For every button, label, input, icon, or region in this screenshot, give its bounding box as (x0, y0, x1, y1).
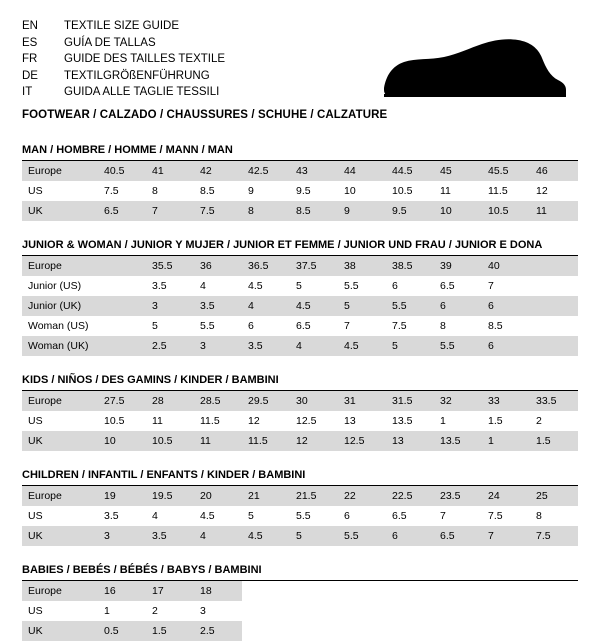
cell: 29.5 (242, 391, 290, 411)
cell: 6.5 (98, 201, 146, 221)
cell: 24 (482, 486, 530, 506)
cell: 10.5 (146, 431, 194, 451)
row-label: US (22, 601, 98, 621)
section-children (22, 469, 578, 546)
cell: 3.5 (242, 336, 290, 356)
cell: 6.5 (434, 276, 482, 296)
cell: 4.5 (242, 526, 290, 546)
cell: 10 (98, 431, 146, 451)
cell: 6 (482, 296, 530, 316)
row-label: UK (22, 201, 98, 221)
cell: 1 (98, 601, 146, 621)
cell (530, 336, 578, 356)
cell: 6 (482, 336, 530, 356)
cell (338, 621, 386, 641)
cell (530, 581, 578, 601)
cell: 7 (434, 506, 482, 526)
cell: 4 (146, 506, 194, 526)
cell: 6 (386, 276, 434, 296)
cell: 7 (146, 201, 194, 221)
cell: 1 (434, 411, 482, 431)
cell: 19 (98, 486, 146, 506)
cell: 22.5 (386, 486, 434, 506)
cell: 7 (338, 316, 386, 336)
cell: 35.5 (146, 256, 194, 276)
cell: 5 (242, 506, 290, 526)
cell: 27.5 (98, 391, 146, 411)
cell: 43 (290, 161, 338, 181)
cell: 1.5 (482, 411, 530, 431)
cell: 36 (194, 256, 242, 276)
row-label: UK (22, 621, 98, 641)
section-title: JUNIOR & WOMAN / JUNIOR Y MUJER / JUNIOR ET FEMME / JUNIOR UND FRAU / JUNIOR E DONA (22, 239, 578, 256)
table-row (22, 391, 578, 411)
table-row (22, 526, 578, 546)
cell: 30 (290, 391, 338, 411)
row-label: Woman (UK) (22, 336, 98, 356)
language-row (22, 51, 225, 68)
cell (482, 581, 530, 601)
cell: 5 (290, 276, 338, 296)
cell: 10.5 (482, 201, 530, 221)
cell: 5 (146, 316, 194, 336)
language-title: GUIDE DES TAILLES TEXTILE (64, 53, 226, 65)
language-code: ES (22, 36, 38, 49)
row-label: Europe (22, 486, 98, 506)
cell (290, 601, 338, 621)
cell: 2.5 (146, 336, 194, 356)
cell: 21.5 (290, 486, 338, 506)
cell: 7 (482, 276, 530, 296)
cell: 6 (386, 526, 434, 546)
cell: 7.5 (530, 526, 578, 546)
cell: 4 (194, 526, 242, 546)
cell: 5.5 (194, 316, 242, 336)
table-row (22, 276, 578, 296)
table-row (22, 256, 578, 276)
dress-shoe-silhouette-icon (378, 36, 568, 106)
cell: 8 (434, 316, 482, 336)
language-title-list (22, 18, 225, 101)
cell (98, 276, 146, 296)
cell: 11.5 (242, 431, 290, 451)
category-line: FOOTWEAR / CALZADO / CHAUSSURES / SCHUHE / CALZATURE (22, 108, 388, 121)
cell: 44.5 (386, 161, 434, 181)
cell: 9 (338, 201, 386, 221)
language-code: FR (22, 53, 38, 65)
cell: 22 (338, 486, 386, 506)
section-title: MAN / HOMBRE / HOMME / MANN / MAN (22, 144, 578, 161)
cell: 9 (242, 181, 290, 201)
table-row (22, 201, 578, 221)
cell (530, 276, 578, 296)
cell (98, 316, 146, 336)
table-row (22, 296, 578, 316)
cell: 45 (434, 161, 482, 181)
cell: 4 (242, 296, 290, 316)
language-title: GUIDA ALLE TAGLIE TESSILI (64, 86, 220, 98)
cell (242, 601, 290, 621)
cell: 40.5 (98, 161, 146, 181)
row-label: UK (22, 431, 98, 451)
cell (98, 296, 146, 316)
cell: 5.5 (338, 526, 386, 546)
cell: 7.5 (98, 181, 146, 201)
cell: 6.5 (386, 506, 434, 526)
section-man (22, 144, 578, 221)
cell: 4.5 (194, 506, 242, 526)
cell: 40 (482, 256, 530, 276)
cell: 13 (338, 411, 386, 431)
cell: 11.5 (482, 181, 530, 201)
cell: 8 (146, 181, 194, 201)
cell: 45.5 (482, 161, 530, 181)
cell: 3.5 (98, 506, 146, 526)
document-header (22, 18, 578, 121)
cell: 12.5 (290, 411, 338, 431)
cell (98, 336, 146, 356)
cell: 28 (146, 391, 194, 411)
language-code: IT (22, 86, 33, 98)
cell: 44 (338, 161, 386, 181)
cell: 10.5 (98, 411, 146, 431)
section-junior-woman (22, 239, 578, 356)
cell: 9.5 (290, 181, 338, 201)
cell: 41 (146, 161, 194, 181)
cell: 4.5 (242, 276, 290, 296)
section-kids (22, 374, 578, 451)
cell: 11.5 (194, 411, 242, 431)
cell: 42.5 (242, 161, 290, 181)
cell: 33.5 (530, 391, 578, 411)
row-label: Europe (22, 391, 98, 411)
cell: 25 (530, 486, 578, 506)
cell (242, 581, 290, 601)
row-label: US (22, 506, 98, 526)
cell: 12 (530, 181, 578, 201)
cell: 23.5 (434, 486, 482, 506)
cell: 10 (338, 181, 386, 201)
size-table-man (22, 161, 578, 221)
table-row (22, 316, 578, 336)
cell (482, 621, 530, 641)
cell (530, 296, 578, 316)
cell: 5 (290, 526, 338, 546)
size-table-children (22, 486, 578, 546)
cell: 11 (530, 201, 578, 221)
cell: 2 (146, 601, 194, 621)
row-label: Junior (US) (22, 276, 98, 296)
row-label: Junior (UK) (22, 296, 98, 316)
cell: 31.5 (386, 391, 434, 411)
cell: 18 (194, 581, 242, 601)
cell: 3 (194, 601, 242, 621)
cell: 3.5 (194, 296, 242, 316)
cell (530, 256, 578, 276)
cell: 5.5 (338, 276, 386, 296)
table-row (22, 506, 578, 526)
cell: 6.5 (290, 316, 338, 336)
cell (98, 256, 146, 276)
cell: 7 (482, 526, 530, 546)
cell: 3 (194, 336, 242, 356)
cell: 13.5 (434, 431, 482, 451)
row-label: US (22, 181, 98, 201)
cell: 33 (482, 391, 530, 411)
language-row (22, 68, 225, 85)
cell: 8.5 (194, 181, 242, 201)
cell: 6.5 (434, 526, 482, 546)
cell (530, 316, 578, 336)
cell: 10 (434, 201, 482, 221)
cell: 32 (434, 391, 482, 411)
language-row (22, 18, 225, 35)
cell (434, 581, 482, 601)
table-row (22, 621, 578, 641)
cell: 4.5 (290, 296, 338, 316)
language-title: GUÍA DE TALLAS (64, 36, 156, 49)
cell (338, 601, 386, 621)
table-row (22, 431, 578, 451)
cell: 8 (242, 201, 290, 221)
cell: 12 (242, 411, 290, 431)
cell: 4.5 (338, 336, 386, 356)
size-table-kids (22, 391, 578, 451)
cell: 7.5 (386, 316, 434, 336)
cell: 19.5 (146, 486, 194, 506)
cell: 21 (242, 486, 290, 506)
table-row (22, 161, 578, 181)
cell: 28.5 (194, 391, 242, 411)
row-label: Europe (22, 161, 98, 181)
cell: 3 (146, 296, 194, 316)
cell: 3 (98, 526, 146, 546)
cell: 8 (530, 506, 578, 526)
cell: 5.5 (434, 336, 482, 356)
cell: 12.5 (338, 431, 386, 451)
language-code: DE (22, 69, 38, 82)
language-row (22, 35, 225, 52)
cell: 39 (434, 256, 482, 276)
cell: 13 (386, 431, 434, 451)
cell (386, 581, 434, 601)
cell (242, 621, 290, 641)
cell: 3.5 (146, 276, 194, 296)
row-label: Europe (22, 256, 98, 276)
cell: 5 (338, 296, 386, 316)
cell (434, 621, 482, 641)
cell (386, 621, 434, 641)
cell: 38.5 (386, 256, 434, 276)
cell: 16 (98, 581, 146, 601)
cell: 11 (434, 181, 482, 201)
cell (290, 621, 338, 641)
table-row (22, 181, 578, 201)
language-code: EN (22, 20, 38, 32)
size-table-junior-woman (22, 256, 578, 356)
cell (338, 581, 386, 601)
cell: 7.5 (194, 201, 242, 221)
cell: 8.5 (482, 316, 530, 336)
cell: 46 (530, 161, 578, 181)
table-row (22, 411, 578, 431)
cell: 11 (194, 431, 242, 451)
cell: 5 (386, 336, 434, 356)
row-label: US (22, 411, 98, 431)
cell: 2 (530, 411, 578, 431)
cell: 4 (194, 276, 242, 296)
cell: 42 (194, 161, 242, 181)
cell: 13.5 (386, 411, 434, 431)
cell: 6 (242, 316, 290, 336)
cell: 4 (290, 336, 338, 356)
row-label: UK (22, 526, 98, 546)
cell: 3.5 (146, 526, 194, 546)
language-title: TEXTILGRÖßENFÜHRUNG (64, 69, 210, 82)
cell (482, 601, 530, 621)
cell: 0.5 (98, 621, 146, 641)
cell: 8.5 (290, 201, 338, 221)
cell (434, 601, 482, 621)
cell: 1.5 (530, 431, 578, 451)
cell: 12 (290, 431, 338, 451)
cell: 17 (146, 581, 194, 601)
cell: 5.5 (290, 506, 338, 526)
cell: 31 (338, 391, 386, 411)
cell: 6 (434, 296, 482, 316)
cell: 7.5 (482, 506, 530, 526)
section-title: BABIES / BEBÉS / BÉBÉS / BABYS / BAMBINI (22, 564, 578, 581)
cell (530, 621, 578, 641)
cell (386, 601, 434, 621)
size-table-babies (22, 581, 578, 641)
cell: 1 (482, 431, 530, 451)
section-title: KIDS / NIÑOS / DES GAMINS / KINDER / BAMBINI (22, 374, 578, 391)
table-row (22, 601, 578, 621)
section-babies (22, 564, 578, 641)
cell: 2.5 (194, 621, 242, 641)
language-title: TEXTILE SIZE GUIDE (64, 20, 180, 32)
cell: 1.5 (146, 621, 194, 641)
cell: 5.5 (386, 296, 434, 316)
cell: 6 (338, 506, 386, 526)
cell: 37.5 (290, 256, 338, 276)
cell (290, 581, 338, 601)
cell: 20 (194, 486, 242, 506)
table-row (22, 336, 578, 356)
table-row (22, 486, 578, 506)
row-label: Europe (22, 581, 98, 601)
cell: 10.5 (386, 181, 434, 201)
cell (530, 601, 578, 621)
table-row (22, 581, 578, 601)
row-label: Woman (US) (22, 316, 98, 336)
cell: 38 (338, 256, 386, 276)
section-title: CHILDREN / INFANTIL / ENFANTS / KINDER / BAMBINI (22, 469, 578, 486)
language-row (22, 84, 225, 101)
cell: 36.5 (242, 256, 290, 276)
cell: 11 (146, 411, 194, 431)
cell: 9.5 (386, 201, 434, 221)
